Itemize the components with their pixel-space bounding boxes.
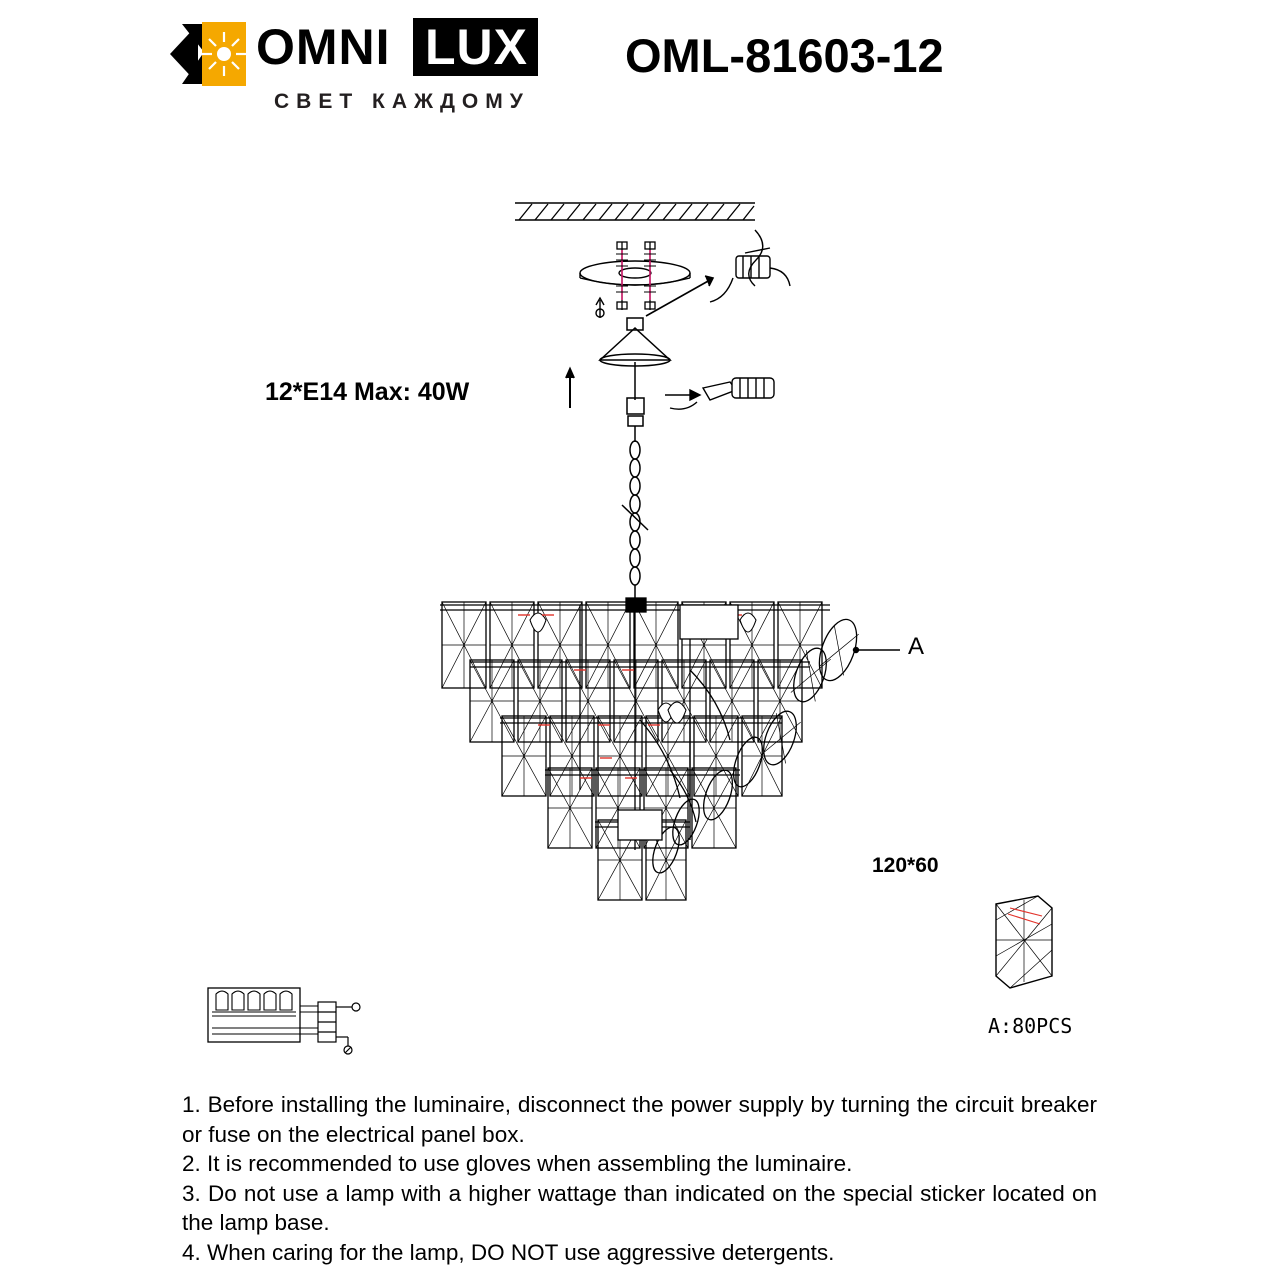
note-3: 3. Do not use a lamp with a higher wattage than indicated on the special sticker located on the lamp base. [182,1180,1097,1235]
lamp-spec-label: 12*E14 Max: 40W [265,378,470,406]
logo-text-lux: LUX [425,19,528,75]
dimension-label: 120*60 [872,854,939,877]
assembly-diagram [170,150,1170,930]
note-2: 2. It is recommended to use gloves when assembling the luminaire. [182,1151,853,1176]
ceiling-symbol [515,203,755,220]
logo-wordmark [256,18,586,82]
canopy [600,318,670,442]
model-code: OML-81603-12 [625,29,944,82]
suspension-chain [622,441,648,598]
callout-label-a: A [908,633,925,660]
mounting-plate [580,242,690,318]
note-1: 1. Before installing the luminaire, disconnect the power supply by turning the circuit breaker or fuse on the electrical panel box. [182,1092,1097,1147]
hanging-crystals [647,614,864,876]
crystal-row-1 [442,602,822,688]
callout-leader-a [854,648,901,653]
wiring-diagram-svg [200,980,400,1070]
document-header [0,0,1280,140]
wiring-diagram [200,980,400,1070]
height-marker [566,369,574,408]
logo-mark-svg [168,16,248,92]
assembly-diagram-svg [170,150,1170,930]
brand-logo [168,16,588,116]
part-detail-a [990,890,1060,995]
wire-connector [646,230,790,316]
chandelier-body [440,598,864,900]
logo-tagline: СВЕТ КАЖДОМУ [274,90,530,113]
installation-notes [182,1090,1097,1267]
part-count-label: A:80PCS [988,1014,1073,1038]
screwdriver-tool [665,378,774,409]
crystal-row-3 [502,716,782,796]
logo-text-omni: OMNI [256,19,391,75]
logo-lux-box [413,18,538,76]
part-detail-a-svg [990,890,1060,995]
omnilux-logo-mark [168,16,248,92]
note-4: 4. When caring for the lamp, DO NOT use aggressive detergents. [182,1239,835,1265]
